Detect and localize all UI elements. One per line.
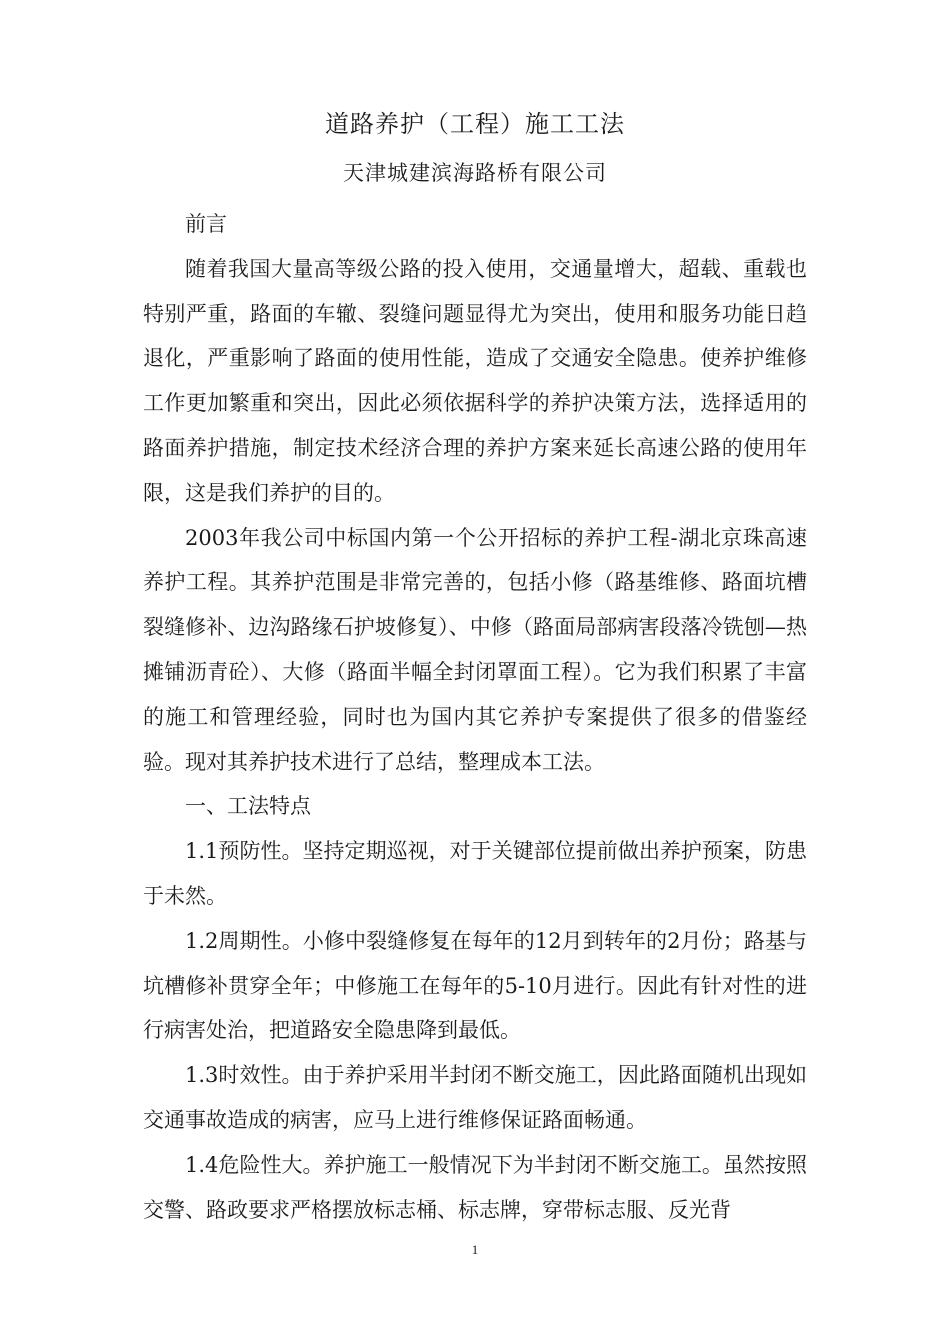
- page-number: 1: [471, 1242, 479, 1257]
- company-name: 天津城建滨海路桥有限公司: [343, 161, 607, 185]
- heading-preface: 前言: [185, 212, 227, 236]
- paragraph-1-4: 1.4危险性大。养护施工一般情况下为半封闭不断交施工。虽然按照交警、路政要求严格摆放标志桶、标志牌，穿带标志服、反光背: [143, 1152, 807, 1222]
- paragraph-intro: 随着我国大量高等级公路的投入使用，交通量增大，超载、重载也特别严重，路面的车辙、裂缝问题显得尤为突出，使用和服务功能日趋退化，严重影响了路面的使用性能，造成了交通安全隐患。使养护维修工作更加繁重和突出，因此必须依据科学的养护决策方法，选择适用的路面养护措施，制定技术经济合理的养护方案来延长高速公路的使用年限，这是我们养护的目的。: [143, 256, 807, 505]
- document-body: [143, 202, 807, 1232]
- paragraph-1-3: 1.3时效性。由于养护采用半封闭不断交施工，因此路面随机出现如交通事故造成的病害，应马上进行维修保证路面畅通。: [143, 1063, 807, 1132]
- paragraph-1-1: 1.1预防性。坚持定期巡视，对于关键部位提前做出养护预案，防患于未然。: [143, 839, 807, 908]
- paragraph-project: 2003年我公司中标国内第一个公开招标的养护工程-湖北京珠高速养护工程。其养护范围是非常完善的，包括小修（路基维修、路面坑槽裂缝修补、边沟路缘石护坡修复）、中修（路面局部病害段落冷铣刨—热摊铺沥青砼）、大修（路面半幅全封闭罩面工程）。它为我们积累了丰富的施工和管理经验，同时也为国内其它养护专案提供了很多的借鉴经验。现对其养护技术进行了总结，整理成本工法。: [143, 525, 807, 774]
- heading-section-1: 一、工法特点: [185, 794, 311, 819]
- document-title: 道路养护（工程）施工工法: [325, 110, 625, 138]
- paragraph-1-2: 1.2周期性。小修中裂缝修复在每年的12月到转年的2月份；路基与坑槽修补贯穿全年；中修施工在每年的5-10月进行。因此有针对性的进行病害处治，把道路安全隐患降到最低。: [143, 928, 807, 1043]
